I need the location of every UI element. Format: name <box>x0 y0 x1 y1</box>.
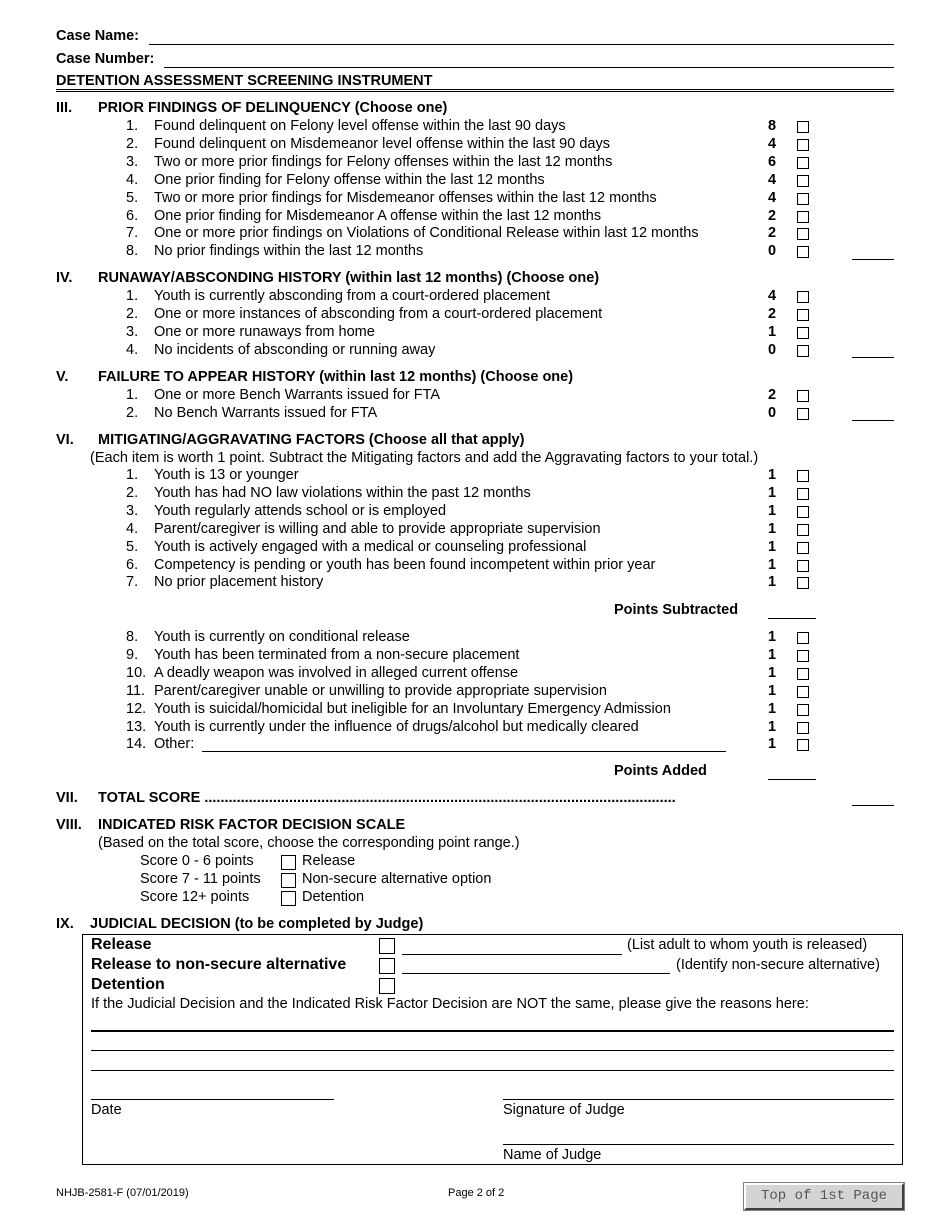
risk-score-range: Score 7 - 11 points <box>140 871 261 887</box>
item-number: 4. <box>126 341 139 358</box>
item-text: Youth is suicidal/homicidal but ineligible for an Involuntary Emergency Admission <box>154 700 671 717</box>
other-factor-field[interactable] <box>202 751 726 752</box>
detention-checkbox[interactable] <box>379 978 395 994</box>
item-number: 2. <box>126 484 139 501</box>
item-checkbox[interactable] <box>797 542 809 554</box>
item-points: 1 <box>768 664 777 681</box>
points-subtracted-label: Points Subtracted <box>614 602 739 618</box>
item-points: 4 <box>768 288 777 304</box>
form-title: DETENTION ASSESSMENT SCREENING INSTRUMENT <box>56 73 433 89</box>
section-9-roman: IX. <box>56 916 74 932</box>
detention-label: Detention <box>91 976 165 993</box>
item-points: 1 <box>768 682 777 699</box>
item-points: 4 <box>768 171 777 188</box>
section-3-roman: III. <box>56 100 73 116</box>
points-added-label: Points Added <box>614 763 707 779</box>
item-text: One prior finding for Misdemeanor A offense within the last 12 months <box>154 207 602 224</box>
item-number: 2. <box>126 135 139 152</box>
form-id: NHJB-2581-F (07/01/2019) <box>56 1187 189 1199</box>
item-points: 1 <box>768 629 777 645</box>
item-number: 11. <box>126 682 146 699</box>
risk-score-range: Score 0 - 6 points <box>140 853 254 869</box>
item-number: 9. <box>126 646 139 663</box>
item-text: Youth has been terminated from a non-secure placement <box>154 646 520 663</box>
total-score-label: TOTAL SCORE ..................................................................................................................... <box>98 790 676 806</box>
release-hint: (List adult to whom youth is released) <box>627 937 868 953</box>
item-checkbox[interactable] <box>797 408 809 420</box>
date-label: Date <box>91 1102 122 1118</box>
item-checkbox[interactable] <box>797 739 809 751</box>
item-number: 8. <box>126 243 139 260</box>
item-checkbox[interactable] <box>797 193 809 205</box>
item-checkbox[interactable] <box>797 632 809 644</box>
section-4-roman: IV. <box>56 270 73 286</box>
item-checkbox[interactable] <box>797 470 809 482</box>
item-number: 4. <box>126 171 139 188</box>
item-number: 8. <box>126 629 139 645</box>
item-checkbox[interactable] <box>797 345 809 357</box>
item-checkbox[interactable] <box>797 506 809 518</box>
item-number: 4. <box>126 520 139 537</box>
item-number: 10. <box>126 664 147 681</box>
section-6-roman: VI. <box>56 432 74 448</box>
section-8-roman: VIII. <box>56 817 82 833</box>
item-text: Two or more prior findings for Felony offenses within the last 12 months <box>154 153 613 170</box>
item-checkbox[interactable] <box>797 650 809 662</box>
item-text: No incidents of absconding or running away <box>154 341 436 358</box>
title-underline <box>56 89 894 90</box>
item-text: Youth is currently absconding from a court-ordered placement <box>154 288 551 304</box>
item-points: 4 <box>768 135 777 152</box>
item-number: 1. <box>126 288 139 304</box>
signature-field[interactable] <box>503 1099 894 1100</box>
item-text: Competency is pending or youth has been found incompetent within prior year <box>154 556 656 573</box>
nonsecure-hint: (Identify non-secure alternative) <box>676 957 880 973</box>
item-text: One or more Bench Warrants issued for FTA <box>154 387 441 403</box>
item-checkbox[interactable] <box>797 327 809 339</box>
signature-label: Signature of Judge <box>503 1102 625 1118</box>
top-of-first-page-button[interactable]: Top of 1st Page <box>744 1183 904 1210</box>
section-5-heading: FAILURE TO APPEAR HISTORY (within last 12 months) (Choose one) <box>98 369 574 385</box>
item-number: 13. <box>126 718 147 735</box>
item-checkbox[interactable] <box>797 488 809 500</box>
item-points: 1 <box>768 574 777 591</box>
case-number-label: Case Number: <box>56 51 155 67</box>
page-number: Page 2 of 2 <box>448 1187 505 1199</box>
item-points: 2 <box>768 207 777 224</box>
section-8-note: (Based on the total score, choose the corresponding point range.) <box>98 835 520 851</box>
item-points: 4 <box>768 189 777 206</box>
item-text: Youth has had NO law violations within the past 12 months <box>154 484 531 501</box>
risk-option-checkbox[interactable] <box>281 873 296 888</box>
item-checkbox[interactable] <box>797 704 809 716</box>
section-5-roman: V. <box>56 369 69 385</box>
item-number: 3. <box>126 323 139 340</box>
item-text: Youth is 13 or younger <box>154 467 299 483</box>
item-number: 12. <box>126 700 147 717</box>
title-double-underline <box>56 91 894 92</box>
item-text: Found delinquent on Misdemeanor level offense within the last 90 days <box>154 135 610 152</box>
item-number: 5. <box>126 538 139 555</box>
reasons-line-1[interactable] <box>91 1030 894 1032</box>
item-points: 1 <box>768 700 777 717</box>
judge-name-field[interactable] <box>503 1144 894 1145</box>
points-subtracted-field[interactable] <box>768 618 816 619</box>
date-field[interactable] <box>91 1099 334 1100</box>
item-number: 6. <box>126 556 139 573</box>
item-text: A deadly weapon was involved in alleged current offense <box>154 664 519 681</box>
section-4-heading: RUNAWAY/ABSCONDING HISTORY (within last 12 months) (Choose one) <box>98 270 600 286</box>
total-score-field[interactable] <box>852 805 894 806</box>
item-points: 2 <box>768 305 777 322</box>
item-points: 1 <box>768 467 777 483</box>
item-text: One or more prior findings on Violations of Conditional Release within last 12 months <box>154 225 699 242</box>
item-text: Two or more prior findings for Misdemeanor offenses within the last 12 months <box>154 189 657 206</box>
item-checkbox[interactable] <box>797 309 809 321</box>
item-checkbox[interactable] <box>797 390 809 402</box>
section-3-score-field[interactable] <box>852 259 894 260</box>
risk-option-label: Detention <box>302 889 365 905</box>
item-points: 2 <box>768 225 777 242</box>
item-checkbox[interactable] <box>797 524 809 536</box>
item-checkbox[interactable] <box>797 668 809 680</box>
item-text: Youth regularly attends school or is employed <box>154 502 447 519</box>
item-text: One or more instances of absconding from a court-ordered placement <box>154 305 603 322</box>
section-9-heading: JUDICIAL DECISION (to be completed by Judge) <box>90 916 424 932</box>
item-checkbox[interactable] <box>797 175 809 187</box>
points-added-field[interactable] <box>768 779 816 780</box>
item-text: Found delinquent on Felony level offense within the last 90 days <box>154 118 566 134</box>
item-checkbox[interactable] <box>797 291 809 303</box>
item-points: 1 <box>768 718 777 735</box>
item-text: Parent/caregiver unable or unwilling to provide appropriate supervision <box>154 682 607 699</box>
item-text: No Bench Warrants issued for FTA <box>154 404 378 421</box>
item-number: 7. <box>126 574 139 591</box>
section-8-heading: INDICATED RISK FACTOR DECISION SCALE <box>98 817 406 833</box>
item-checkbox[interactable] <box>797 722 809 734</box>
item-number: 1. <box>126 467 139 483</box>
item-number: 5. <box>126 189 139 206</box>
section-6-heading: MITIGATING/AGGRAVATING FACTORS (Choose all that apply) <box>98 432 525 448</box>
item-number: 3. <box>126 153 139 170</box>
nonsecure-checkbox[interactable] <box>379 958 395 974</box>
item-text: One prior finding for Felony offense within the last 12 months <box>154 171 545 188</box>
item-checkbox[interactable] <box>797 139 809 151</box>
risk-option-checkbox[interactable] <box>281 891 296 906</box>
item-text: No prior findings within the last 12 months <box>154 243 424 260</box>
item-text: Youth is actively engaged with a medical or counseling professional <box>154 538 587 555</box>
judge-name-label: Name of Judge <box>503 1147 602 1163</box>
risk-score-range: Score 12+ points <box>140 889 250 905</box>
case-name-label: Case Name: <box>56 28 140 44</box>
item-checkbox[interactable] <box>797 211 809 223</box>
item-text: Other: <box>154 736 195 753</box>
release-checkbox[interactable] <box>379 938 395 954</box>
case-number-field[interactable] <box>164 67 894 68</box>
item-checkbox[interactable] <box>797 246 809 258</box>
reasons-line-2[interactable] <box>91 1050 894 1051</box>
release-adult-field[interactable] <box>402 954 622 955</box>
item-checkbox[interactable] <box>797 560 809 572</box>
item-points: 1 <box>768 520 777 537</box>
nonsecure-label: Release to non-secure alternative <box>91 956 347 973</box>
item-number: 1. <box>126 387 139 403</box>
item-points: 0 <box>768 243 777 260</box>
item-points: 8 <box>768 118 777 134</box>
item-points: 1 <box>768 323 777 340</box>
section-6-note: (Each item is worth 1 point. Subtract the Mitigating factors and add the Aggravating factors to your total.) <box>90 450 759 466</box>
item-number: 14. <box>126 736 147 753</box>
reasons-line-3[interactable] <box>91 1070 894 1071</box>
reasons-prompt: If the Judicial Decision and the Indicated Risk Factor Decision are NOT the same, please give the reasons here: <box>91 996 809 1012</box>
item-points: 1 <box>768 538 777 555</box>
release-label: Release <box>91 936 152 953</box>
item-text: Youth is currently under the influence of drugs/alcohol but medically cleared <box>154 718 639 735</box>
item-checkbox[interactable] <box>797 228 809 240</box>
section-4-score-field[interactable] <box>852 357 894 358</box>
item-text: Youth is currently on conditional release <box>154 629 410 645</box>
nonsecure-alternative-field[interactable] <box>402 973 670 974</box>
item-number: 2. <box>126 305 139 322</box>
item-text: One or more runaways from home <box>154 323 375 340</box>
item-number: 1. <box>126 118 139 134</box>
item-points: 1 <box>768 484 777 501</box>
item-points: 1 <box>768 502 777 519</box>
item-number: 7. <box>126 225 139 242</box>
item-points: 1 <box>768 646 777 663</box>
item-text: No prior placement history <box>154 574 324 591</box>
item-checkbox[interactable] <box>797 157 809 169</box>
item-points: 0 <box>768 404 777 421</box>
item-points: 6 <box>768 153 777 170</box>
section-7-roman: VII. <box>56 790 78 806</box>
section-3-heading: PRIOR FINDINGS OF DELINQUENCY (Choose one) <box>98 100 448 116</box>
item-points: 0 <box>768 341 777 358</box>
item-checkbox[interactable] <box>797 121 809 133</box>
case-name-field[interactable] <box>149 44 894 45</box>
item-checkbox[interactable] <box>797 577 809 589</box>
risk-option-label: Release <box>302 853 356 869</box>
item-text: Parent/caregiver is willing and able to provide appropriate supervision <box>154 520 601 537</box>
item-points: 1 <box>768 736 777 753</box>
item-number: 6. <box>126 207 139 224</box>
risk-option-checkbox[interactable] <box>281 855 296 870</box>
item-points: 1 <box>768 556 777 573</box>
section-5-score-field[interactable] <box>852 420 894 421</box>
item-number: 3. <box>126 502 139 519</box>
item-number: 2. <box>126 404 139 421</box>
item-points: 2 <box>768 387 777 403</box>
risk-option-label: Non-secure alternative option <box>302 871 492 887</box>
item-checkbox[interactable] <box>797 686 809 698</box>
